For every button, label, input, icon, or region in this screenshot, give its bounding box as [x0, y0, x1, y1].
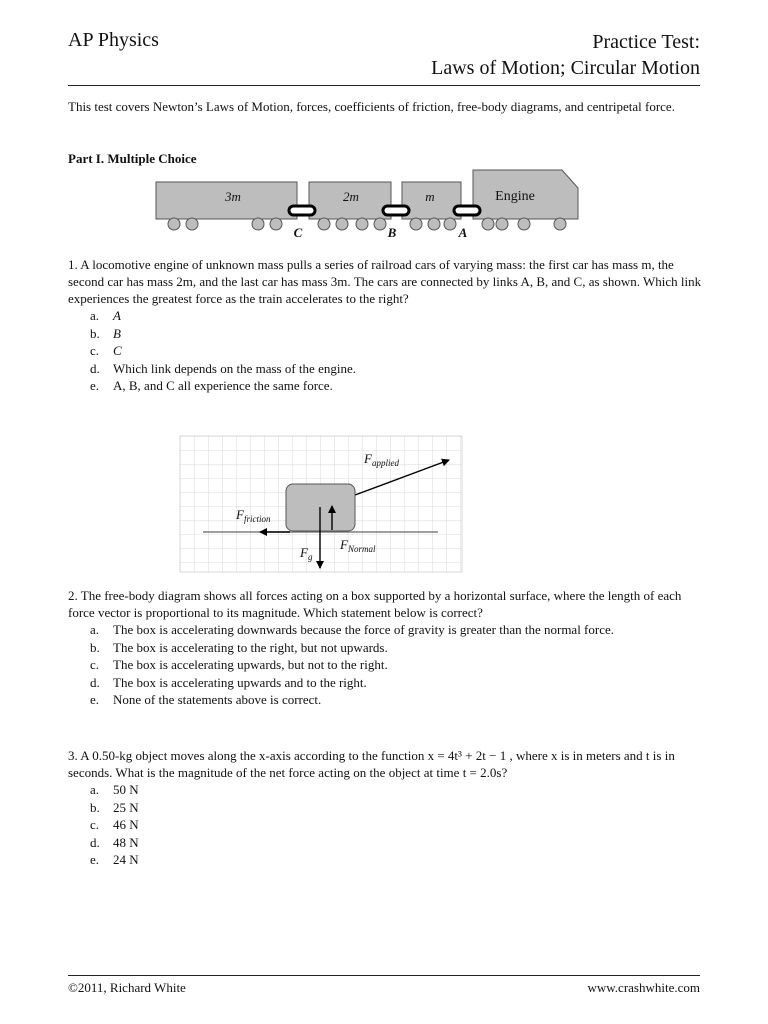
option-letter: c.: [90, 817, 100, 832]
option-text: 50 N: [113, 782, 139, 797]
answer-option[interactable]: [68, 656, 708, 674]
copyright: ©2011, Richard White: [68, 980, 186, 995]
label-f-normal-sub: Normal: [347, 544, 376, 554]
question-3-number: 3.: [68, 748, 78, 763]
question-2-options: [68, 621, 708, 709]
question-1: [68, 256, 708, 395]
answer-option[interactable]: [68, 325, 708, 343]
option-letter: e.: [90, 692, 100, 707]
wheel: [482, 218, 494, 230]
question-1-body: A locomotive engine of unknown mass pulls a series of railroad cars of varying mass: the first car has mass m, the second car has mass 2m, and the last car has mass 3m. The cars are connected by links A, B, and C, as shown. Which link experiences the greatest force as the train accelerates to the right?: [68, 257, 702, 306]
wheel: [356, 218, 368, 230]
link-c: [289, 206, 315, 215]
answer-option[interactable]: [68, 691, 708, 709]
link-label-c: C: [293, 225, 303, 240]
answer-option[interactable]: [68, 674, 708, 692]
option-text: 48 N: [113, 834, 139, 850]
website-link[interactable]: www.crashwhite.com: [587, 980, 700, 995]
answer-option[interactable]: [68, 781, 708, 799]
option-letter: d.: [90, 360, 100, 376]
option-letter: d.: [90, 834, 100, 850]
footer-divider: [68, 975, 700, 976]
wheel: [496, 218, 508, 230]
wheel: [374, 218, 386, 230]
answer-option[interactable]: [68, 342, 708, 360]
free-body-diagram: [178, 434, 464, 574]
link-a: [454, 206, 480, 215]
link-b: [383, 206, 409, 215]
option-text: 25 N: [113, 799, 139, 815]
car-label-m: m: [425, 189, 435, 204]
test-title-line1: Practice Test:: [592, 31, 700, 53]
option-text: The box is accelerating to the right, but not upwards.: [113, 639, 388, 655]
option-letter: d.: [90, 674, 100, 690]
test-title: [431, 29, 700, 81]
option-letter: e.: [90, 378, 100, 393]
question-1-number: 1.: [68, 257, 78, 272]
option-letter: a.: [90, 782, 100, 797]
answer-option[interactable]: [68, 799, 708, 817]
answer-option[interactable]: [68, 307, 708, 325]
option-text: A: [113, 308, 121, 323]
option-letter: c.: [90, 657, 100, 672]
option-letter: b.: [90, 639, 100, 655]
intro-paragraph: This test covers Newton’s Laws of Motion, forces, coefficients of friction, free-body diagrams, and centripetal force.: [68, 99, 675, 114]
option-text: B: [113, 325, 121, 341]
question-1-options: [68, 307, 708, 395]
wheel: [252, 218, 264, 230]
answer-option[interactable]: [68, 851, 708, 869]
option-text: C: [113, 343, 122, 358]
label-f-friction-main: F: [236, 507, 244, 522]
option-letter: e.: [90, 852, 100, 867]
question-3-options: [68, 781, 708, 869]
option-letter: a.: [90, 308, 100, 323]
question-2-text: [68, 587, 708, 621]
wheel: [168, 218, 180, 230]
option-text: The box is accelerating upwards and to the right.: [113, 674, 367, 690]
option-text: Which link depends on the mass of the engine.: [113, 360, 356, 376]
option-text: The box is accelerating upwards, but not to the right.: [113, 657, 388, 672]
label-f-normal-main: F: [340, 537, 348, 552]
wheel: [444, 218, 456, 230]
option-letter: b.: [90, 799, 100, 815]
option-text: 46 N: [113, 817, 139, 832]
header-divider: [68, 85, 700, 86]
wheel: [518, 218, 530, 230]
link-label-b: B: [387, 225, 397, 240]
question-1-text: [68, 256, 708, 307]
answer-option[interactable]: [68, 621, 708, 639]
option-text: The box is accelerating downwards because the force of gravity is greater than the normal force.: [113, 622, 615, 637]
wheel: [336, 218, 348, 230]
engine-label: Engine: [495, 189, 535, 204]
option-letter: b.: [90, 325, 100, 341]
test-title-line2: Laws of Motion; Circular Motion: [431, 57, 700, 79]
option-text: None of the statements above is correct.: [113, 692, 322, 707]
option-text: 24 N: [113, 852, 139, 867]
train-diagram: [150, 166, 590, 244]
answer-option[interactable]: [68, 816, 708, 834]
part-heading: Part I. Multiple Choice: [68, 151, 197, 166]
car-label-3m: 3m: [225, 189, 241, 204]
label-f-friction-sub: friction: [243, 514, 271, 524]
question-3-text: [68, 747, 708, 781]
option-text: A, B, and C all experience the same force.: [113, 378, 333, 393]
label-f-applied-sub: applied: [371, 458, 399, 468]
course-title: AP Physics: [68, 29, 159, 51]
label-f-g-sub: g: [307, 552, 313, 562]
wheel: [318, 218, 330, 230]
option-letter: a.: [90, 622, 100, 637]
answer-option[interactable]: [68, 360, 708, 378]
wheel: [428, 218, 440, 230]
option-letter: c.: [90, 343, 100, 358]
label-f-applied-main: F: [364, 451, 372, 466]
wheel: [554, 218, 566, 230]
question-3-body: A 0.50-kg object moves along the x-axis according to the function x = 4t³ + 2t − 1 , where x is in meters and t is in seconds. What is the magnitude of the net force acting on the object at time t = 2.0s?: [68, 748, 675, 780]
answer-option[interactable]: [68, 377, 708, 395]
question-2: [68, 587, 708, 709]
question-2-number: 2.: [68, 588, 78, 603]
answer-option[interactable]: [68, 834, 708, 852]
question-2-body: The free-body diagram shows all forces acting on a box supported by a horizontal surface, where the length of each force vector is proportional to its magnitude. Which statement below is correct?: [68, 588, 682, 620]
wheel: [186, 218, 198, 230]
wheel: [410, 218, 422, 230]
label-f-g-main: F: [300, 545, 308, 560]
answer-option[interactable]: [68, 639, 708, 657]
car-label-2m: 2m: [343, 189, 359, 204]
link-label-a: A: [458, 225, 468, 240]
question-3: [68, 747, 708, 869]
wheel: [270, 218, 282, 230]
